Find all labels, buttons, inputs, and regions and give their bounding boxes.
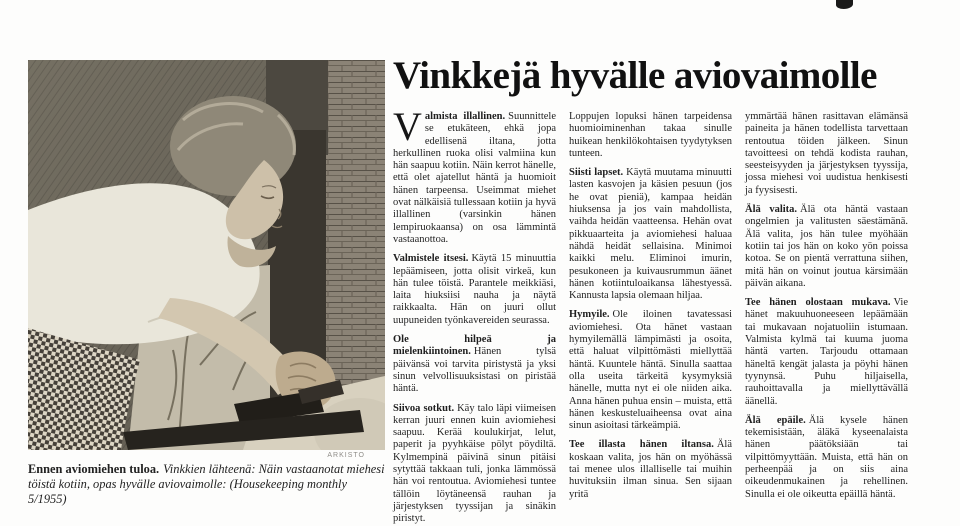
paragraph-text: Ole iloinen tavatessasi aviomiehesi. Ota hänet vastaan hymyilemällä lämpimästi ja osoita, että haluat vilpittömästi miellyttää häntä. Kuuntele häntä. Sinulla saattaa olla useita tärkeitä kysymyksiä hänelle, mutta nyt ei ole niiden aika. Anna hänen puhua ensin – muista, että hänen keskusteluaiheensa ovat aina sinun asioitasi tärkeämpiä. (569, 309, 732, 432)
paragraph-text: Käytä 15 minuuttia lepäämiseen, jotta olisit virkeä, kun hän tulee töistä. Parantele meikkiäsi, laita hiuksiisi nauha ja näytä raikkaalta. Hän on juuri ollut uupuneiden työnkavereiden seurassa. (393, 253, 556, 326)
caption-text: Vinkkien lähteenä: Näin vastaanotat miehesi töistä kotiin, opas hyvälle aviovaimolle: (Housekeeping monthly 5/1955) (28, 462, 385, 506)
paragraph-text: Älä kysele hänen tekemisistään, äläkä kyseenalaista hänen päätöksiään tai vilpittömyyttään. Muista, että hän on perheenpää ja on siis aina oikeudenmukainen ja rehellinen. Sinulla ei ole oikeutta epäillä häntä. (745, 414, 908, 500)
photo-credit: ARKISTO (327, 452, 365, 459)
paragraph (745, 297, 908, 408)
paragraph (745, 204, 908, 290)
paragraph-text: Suunnittele se etukäteen, ehkä jopa edellisenä iltana, jotta herkullinen ruoka olisi valmiina kun hän saapuu kotiin. Näin kerrot hänelle, että olet ajatellut häntä ja huomioit hänen tarpeensa. Useimmat miehet ovat nälkäisiä tullessaan kotiin ja hyvä illallinen (varsinkin hänen lempiruokaansa) on osa lämmintä vastaanottoa. (393, 111, 556, 245)
paragraph (393, 334, 556, 395)
paragraph (745, 415, 908, 501)
drop-cap: V (393, 104, 422, 149)
paragraph (393, 253, 556, 327)
paragraph-lead: Ole hilpeä ja mielenkiintoinen. (393, 334, 556, 358)
paragraph-lead: Tee hänen olostaan mukava. (745, 297, 891, 309)
paragraph (569, 111, 732, 160)
photo-caption (28, 462, 385, 507)
scan-artifact (836, 0, 853, 9)
paragraph (393, 403, 556, 526)
paragraph-text: Älä koskaan valita, jos hän on myöhässä tai menee ulos illalliselle tai muihin huvituksiin ilman sinua. Sen sijaan yritä (569, 439, 732, 500)
archive-photo (28, 60, 385, 450)
paragraph-text: Käy talo läpi viimeisen kerran juuri ennen kuin aviomiehesi saapuu. Kerää koulukirjat, lelut, paperit ja pyyhkäise pölyt pöydiltä. Kylmempinä päivinä sinun pitäisi sytyttää takkaan tuli, jonka lämmössä hän voi rentoutua. Aviomiehesi tuntee tällöin löytäneensä rauhan ja järjestyksen tyyssijan ja sinäkin piristyt. (393, 402, 556, 525)
paragraph-text: Loppujen lopuksi hänen tarpeidensa huomioiminenhan takaa sinulle huikean henkilökohtaisen tyydytyksen tunteen. (569, 111, 732, 159)
paragraph-text: Käytä muutama minuutti lasten kasvojen ja käsien pesuun (jos he ovat pieniä), kampaa heidän hiuksensa ja jos vain mahdollista, vaihda heidän vaatteensa. Hehän ovat pikkuaarteita ja aviomiehesi haluaa nähdä heidät sellaisina. Minimoi kaikki melu. Eliminoi imurin, pesukoneen ja kuivausrummun äänet hänen kotiintuloaikansa lähestyessä. Kannusta lapsia olemaan hiljaa. (569, 167, 732, 302)
paragraph-lead: Siisti lapset. (569, 167, 624, 179)
paragraph (745, 111, 908, 197)
caption-lead: Ennen aviomiehen tuloa. (28, 462, 160, 476)
column-1 (393, 104, 556, 526)
paragraph (569, 309, 732, 432)
column-2 (569, 111, 732, 526)
paragraph (393, 104, 556, 246)
paragraph-lead: almista illallinen. (424, 111, 506, 122)
paragraph-lead: Älä epäile. (745, 414, 806, 426)
photo-illustration (28, 60, 385, 450)
paragraph-lead: Älä valita. (745, 204, 798, 216)
paragraph-lead: Valmistele itsesi. (393, 253, 469, 265)
paragraph-text: Hänen tylsä päivänsä voi tarvita piristystä ja yksi sinun velvollisuuksistasi on piristää häntä. (393, 346, 556, 395)
paragraph-text: ymmärtää hänen rasittavan elämänsä paineita ja hänen todellista tarvettaan rentoutua töiden jälkeen. Sinun tavoitteesi on tehdä kodista rauhan, seesteisyyden ja järjestyksen tyyssija, jossa miehesi voi uudistua henkisesti ja fyysisesti. (745, 111, 908, 196)
article-title: Vinkkejä hyvälle aviovaimolle (393, 54, 877, 97)
paragraph-lead: Hymyile. (569, 309, 610, 321)
article (393, 54, 909, 526)
article-columns (393, 104, 909, 526)
column-3 (745, 111, 908, 526)
paragraph-lead: Tee illasta hänen iltansa. (569, 439, 714, 451)
paragraph (569, 439, 732, 500)
paragraph-text: Vie hänet makuuhuoneeseen lepäämään tai mukavaan nojatuoliin istumaan. Valmista kylmä tai kuuma juoma häntä varten. Tarjoudu ottamaan häneltä kengät jalasta ja pöyhi hänen tyynynsä. Puhu hiljaisella, rauhoittavalla ja miellyttävällä äänellä. (745, 297, 908, 407)
article-photo-figure (28, 60, 385, 507)
paragraph-lead: Siivoa sotkut. (393, 402, 455, 414)
paragraph-text: Älä ota häntä vastaan ongelmien ja valitusten säestämänä. Älä valita, jos hän tulee myöhään kotiin tai jos hän on koko yön poissa kotoa. Se on pientä verrattuna siihen, mitä hän on voinut joutua kärsimään päivän aikana. (745, 204, 908, 289)
paragraph (569, 167, 732, 302)
